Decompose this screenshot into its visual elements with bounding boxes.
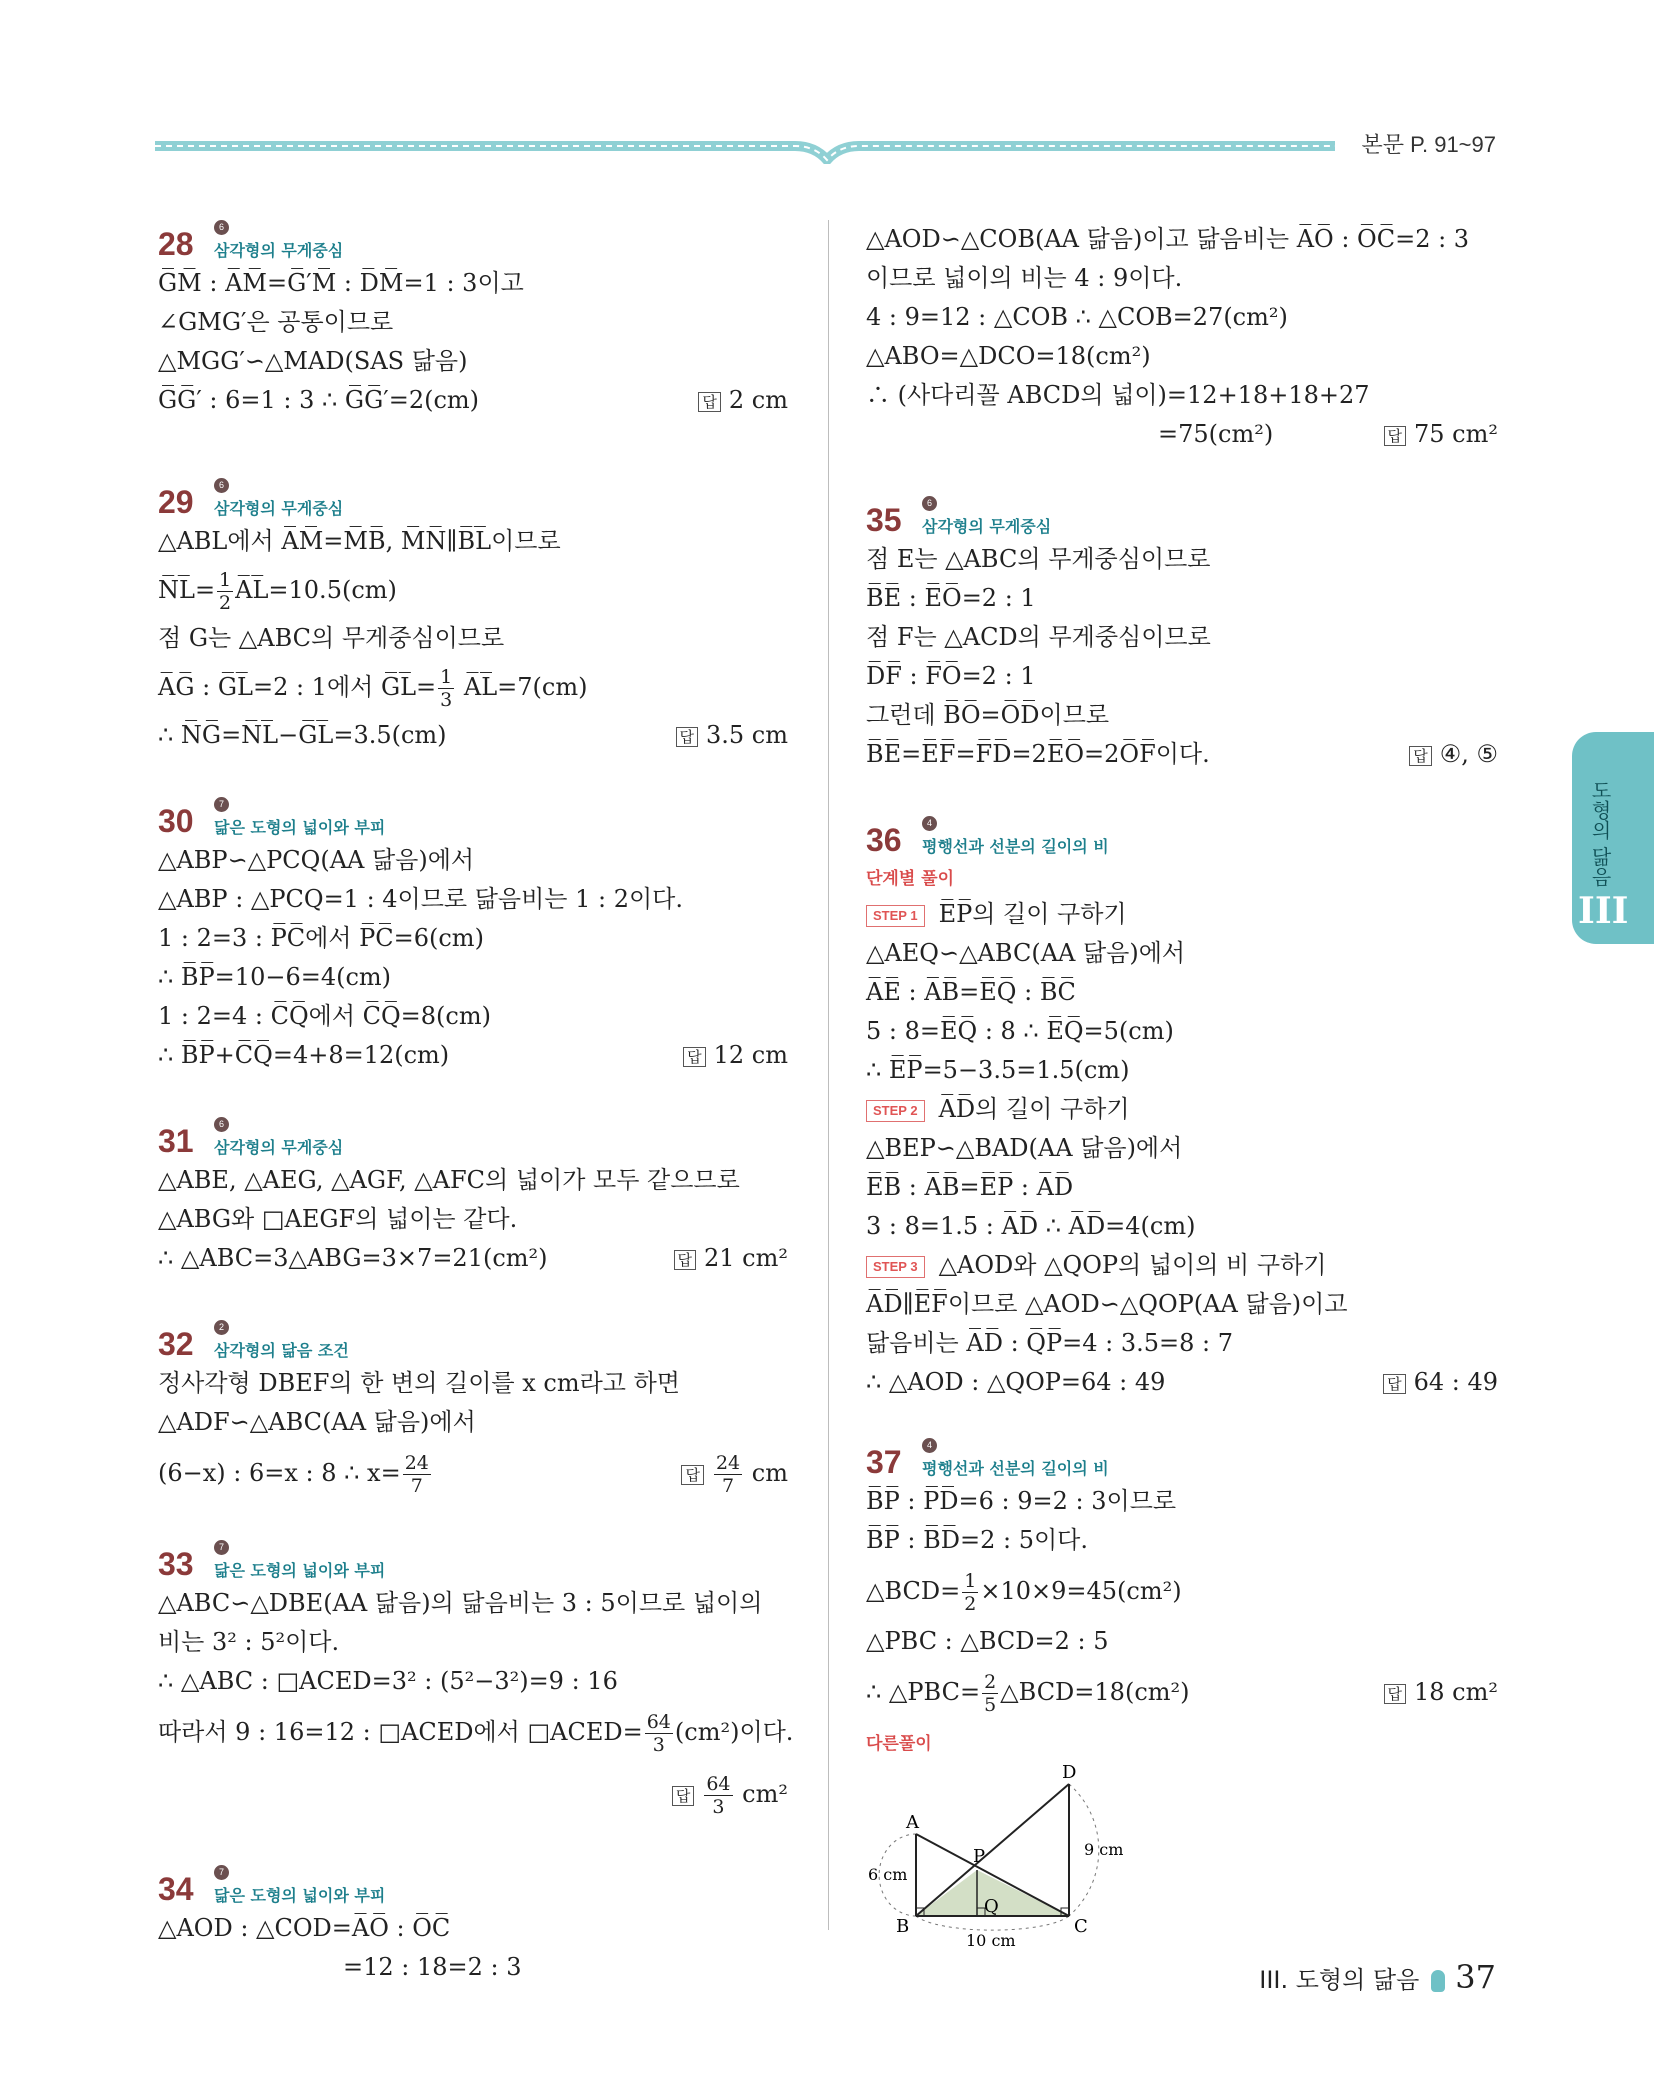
step-heading — [866, 895, 1498, 934]
problem-header — [866, 496, 1498, 540]
fraction — [403, 1452, 431, 1497]
solution-line: △ABO=△DCO=18(cm²) — [866, 342, 1151, 370]
page-footer — [1259, 1958, 1496, 1996]
problem-topic: 평행선과 선분의 길이의 비 — [922, 1459, 1109, 1478]
denominator: 3 — [440, 689, 453, 711]
right-column — [866, 220, 1498, 1962]
problem-topic: 삼각형의 무게중심 — [922, 517, 1052, 536]
solution-line: △PBC : △BCD=2 : 5 — [866, 1627, 1109, 1655]
denominator: 5 — [984, 1694, 997, 1716]
problem-number: 29 — [158, 484, 194, 520]
solution-text: ∴ B̅P̅+C̅Q̅=4+8=12(cm) — [158, 1041, 450, 1069]
solution-text: A̅G̅ : G̅L̅=2 : 1에서 G̅L̅= — [158, 673, 437, 701]
solution-text: A̅L̅=7(cm) — [456, 673, 588, 701]
denominator: 2 — [219, 592, 232, 614]
numerator: 2 — [984, 1671, 997, 1693]
answer-value: 21 cm² — [704, 1244, 788, 1272]
step-title: A̅D̅의 길이 구하기 — [938, 1095, 1130, 1123]
numerator: 24 — [404, 1452, 429, 1474]
solution-text: B̅E̅=E̅F̅=F̅D̅=2E̅O̅=2O̅F̅이다. — [866, 740, 1210, 768]
step-3-badge: STEP 3 — [866, 1256, 925, 1278]
solution-line: △AOD : △COD=A̅O̅ : O̅C̅ — [158, 1914, 451, 1942]
solution-text: ∴ N̅G̅=N̅L̅−G̅L̅=3.5(cm) — [158, 721, 447, 749]
problem-number: 30 — [158, 803, 194, 839]
problem-topic: 삼각형의 무게중심 — [214, 499, 344, 518]
answer-value: ④, ⑤ — [1439, 740, 1498, 768]
solution-line: G̅M̅ : A̅M̅=G̅′M̅ : D̅M̅=1 : 3이고 — [158, 269, 524, 297]
unit-badge: 7 — [214, 797, 229, 812]
problem-header — [158, 1320, 788, 1364]
answer — [698, 381, 788, 420]
chapter-tab-number: III — [1578, 890, 1629, 932]
dimension-arc-bc — [916, 1916, 1069, 1930]
solution-line — [866, 735, 1498, 774]
step-title: E̅P̅의 길이 구하기 — [938, 900, 1127, 928]
solution-line: △ABP : △PCQ=1 : 4이므로 닮음비는 1 : 2이다. — [158, 885, 683, 913]
solution-line: B̅E̅ : E̅O̅=2 : 1 — [866, 584, 1036, 612]
problem-35 — [866, 496, 1498, 774]
label-q: Q — [984, 1896, 999, 1917]
left-column — [158, 220, 794, 1987]
numerator: 64 — [706, 1773, 731, 1795]
page-number: 37 — [1455, 1958, 1496, 1996]
solution-line: 정사각형 DBEF의 한 변의 길이를 x cm라고 하면 — [158, 1369, 680, 1397]
solution-text: ∴ △PBC= — [866, 1678, 981, 1706]
unit-badge: 4 — [922, 1438, 937, 1453]
alt-solution-label: 다른풀이 — [866, 1734, 932, 1754]
problem-topic: 삼각형의 무게중심 — [214, 1138, 344, 1157]
solution-text: N̅L̅= — [158, 576, 216, 604]
unit-badge: 6 — [214, 220, 229, 235]
answer-mark: 답 — [676, 727, 699, 747]
solution-line — [866, 1661, 1498, 1723]
solution-line: △AOD∽△COB(AA 닮음)이고 닮음비는 A̅O̅ : O̅C̅=2 : 3 — [866, 225, 1470, 253]
solution-line — [158, 381, 788, 420]
solution-line: △ABL에서 A̅M̅=M̅B̅, M̅N̅∥B̅L̅이므로 — [158, 527, 561, 555]
step-2-badge: STEP 2 — [866, 1100, 925, 1122]
problem-header — [158, 797, 788, 841]
problem-number: 34 — [158, 1871, 194, 1907]
answer-value: 2 cm — [728, 386, 788, 414]
problem-30 — [158, 797, 788, 1075]
solution-line: A̅E̅ : A̅B̅=E̅Q̅ : B̅C̅ — [866, 978, 1076, 1006]
answer — [683, 1036, 788, 1075]
solution-line: 점 E는 △ABC의 무게중심이므로 — [866, 545, 1211, 573]
label-a: A — [906, 1812, 919, 1833]
answer-mark: 답 — [681, 1465, 704, 1485]
answer — [1384, 415, 1499, 454]
solution-line: 3 : 8=1.5 : A̅D̅ ∴ A̅D̅=4(cm) — [866, 1212, 1196, 1240]
solution-line: 그런데 B̅O̅=O̅D̅이므로 — [866, 701, 1110, 729]
problem-header — [866, 816, 1498, 860]
problem-number: 36 — [866, 822, 902, 858]
solution-line — [866, 1560, 1498, 1622]
solution-text: =75(cm²) — [1158, 420, 1274, 448]
chapter-tab-title: 도형의 닮음 — [1588, 780, 1612, 887]
problem-number: 28 — [158, 226, 194, 262]
label-p: P — [973, 1846, 986, 1867]
problem-number: 37 — [866, 1444, 902, 1480]
answer-value: 18 cm² — [1414, 1678, 1498, 1706]
step-heading — [866, 1246, 1498, 1285]
solution-line: ∠GMG′은 공통이므로 — [158, 308, 394, 336]
denominator: 3 — [652, 1734, 665, 1756]
solution-line: E̅B̅ : A̅B̅=E̅P̅ : A̅D̅ — [866, 1173, 1074, 1201]
answer — [1384, 1661, 1499, 1723]
solution-line: A̅D̅∥E̅F̅이므로 △AOD∽△QOP(AA 닮음)이고 — [866, 1290, 1348, 1318]
numerator: 1 — [219, 569, 232, 591]
alt-solution-line — [866, 1723, 1498, 1762]
solution-line: △ABP∽△PCQ(AA 닮음)에서 — [158, 846, 475, 874]
solution-text: A̅L̅=10.5(cm) — [235, 576, 397, 604]
problem-topic: 삼각형의 닮음 조건 — [214, 1341, 349, 1360]
problem-topic: 닮은 도형의 넓이와 부피 — [214, 818, 386, 837]
header-rule — [155, 134, 1335, 164]
solution-line: 점 G는 △ABC의 무게중심이므로 — [158, 624, 505, 652]
problem-34-continued — [866, 220, 1498, 454]
solution-line: 닮음비는 A̅D̅ : Q̅P̅=4 : 3.5=8 : 7 — [866, 1329, 1233, 1357]
solution-line: △AEQ∽△ABC(AA 닮음)에서 — [866, 939, 1186, 967]
solution-line — [158, 1036, 788, 1075]
column-divider — [828, 220, 829, 1930]
unit-badge: 7 — [214, 1540, 229, 1555]
step-label-line — [866, 860, 1498, 895]
solution-line — [158, 1442, 788, 1504]
unit-badge: 4 — [922, 816, 937, 831]
fraction — [982, 1671, 998, 1716]
solution-text: 따라서 9 : 16=12 : □ACED에서 □ACED= — [158, 1718, 643, 1746]
problem-34 — [158, 1865, 788, 1987]
problem-topic: 삼각형의 무게중심 — [214, 241, 344, 260]
solution-text: ×10×9=45(cm²) — [980, 1577, 1182, 1605]
solution-line — [158, 1239, 788, 1278]
answer-unit: cm² — [742, 1780, 788, 1808]
problem-29 — [158, 478, 788, 755]
answer — [1383, 1363, 1498, 1402]
length-cd: 9 cm — [1084, 1840, 1124, 1859]
solution-line: ∴ △ABC : □ACED=3² : (5²−3²)=9 : 16 — [158, 1667, 618, 1695]
fraction — [438, 666, 454, 711]
fraction — [217, 569, 233, 614]
numerator: 24 — [715, 1452, 741, 1474]
answer-fraction — [714, 1452, 742, 1497]
answer-mark: 답 — [683, 1047, 706, 1067]
step-1-badge: STEP 1 — [866, 905, 925, 927]
problem-number: 35 — [866, 502, 902, 538]
solution-line: 점 F는 △ACD의 무게중심이므로 — [866, 623, 1211, 651]
unit-badge: 2 — [214, 1320, 229, 1335]
solution-line: 이므로 넓이의 비는 4 : 9이다. — [866, 264, 1183, 292]
solution-text: G̅G̅′ : 6=1 : 3 ∴ G̅G̅′=2(cm) — [158, 386, 480, 414]
solution-line: △MGG′∽△MAD(SAS 닮음) — [158, 347, 468, 375]
answer — [672, 1763, 788, 1825]
solution-line — [158, 658, 788, 716]
problem-number: 33 — [158, 1546, 194, 1582]
problem-number: 32 — [158, 1326, 194, 1362]
unit-badge: 6 — [922, 496, 937, 511]
solution-line — [158, 1763, 788, 1825]
answer-mark: 답 — [1383, 1374, 1406, 1394]
solution-line — [158, 561, 788, 619]
solution-text: (cm²)이다. — [674, 1718, 794, 1746]
problem-32 — [158, 1320, 788, 1504]
solution-line — [158, 1701, 794, 1763]
problem-header — [158, 478, 788, 522]
solution-line: 비는 3² : 5²이다. — [158, 1628, 340, 1656]
solution-line: 1 : 2=3 : P̅C̅에서 P̅C̅=6(cm) — [158, 924, 484, 952]
unit-badge: 6 — [214, 478, 229, 493]
denominator: 7 — [410, 1475, 423, 1497]
answer-value: 75 cm² — [1414, 420, 1498, 448]
answer-mark: 답 — [1384, 426, 1407, 446]
step-by-step-label: 단계별 풀이 — [866, 869, 955, 889]
solution-line: ∴ (사다리꼴 ABCD의 넓이)=12+18+18+27 — [866, 381, 1370, 409]
problem-header — [158, 1117, 788, 1161]
solution-line: △ABE, △AEG, △AGF, △AFC의 넓이가 모두 같으므로 — [158, 1166, 740, 1194]
fraction — [645, 1711, 673, 1756]
solution-text: ∴ △ABC=3△ABG=3×7=21(cm²) — [158, 1244, 548, 1272]
solution-line: B̅P̅ : B̅D̅=2 : 5이다. — [866, 1526, 1088, 1554]
problem-33 — [158, 1540, 794, 1825]
answer-mark: 답 — [1409, 746, 1432, 766]
answer-value: 12 cm — [713, 1041, 788, 1069]
answer-mark: 답 — [698, 392, 721, 412]
problem-topic: 평행선과 선분의 길이의 비 — [922, 837, 1109, 856]
problem-31 — [158, 1117, 788, 1278]
problem-topic: 닮은 도형의 넓이와 부피 — [214, 1561, 386, 1580]
solution-text: (6−x) : 6=x : 8 ∴ x= — [158, 1459, 401, 1487]
problem-header — [866, 1438, 1498, 1482]
trapezoid-figure — [866, 1762, 1146, 1962]
solution-line — [158, 716, 788, 755]
answer — [1409, 735, 1498, 774]
solution-line: △ABG와 □AEGF의 넓이는 같다. — [158, 1205, 518, 1233]
denominator: 7 — [722, 1475, 735, 1497]
problem-header — [158, 220, 788, 264]
denominator: 3 — [712, 1796, 725, 1818]
answer-fraction — [704, 1773, 732, 1818]
solution-line: 4 : 9=12 : △COB ∴ △COB=27(cm²) — [866, 303, 1288, 331]
unit-badge: 7 — [214, 1865, 229, 1880]
solution-line: 1 : 2=4 : C̅Q̅에서 C̅Q̅=8(cm) — [158, 1002, 491, 1030]
solution-line: ∴ B̅P̅=10−6=4(cm) — [158, 963, 392, 991]
problem-topic: 닮은 도형의 넓이와 부피 — [214, 1886, 386, 1905]
denominator: 2 — [964, 1593, 977, 1615]
page-reference: 본문 P. 91~97 — [1361, 132, 1496, 157]
solution-line — [866, 415, 1498, 454]
step-title: △AOD와 △QOP의 넓이의 비 구하기 — [938, 1251, 1327, 1279]
solution-line — [866, 1363, 1498, 1402]
answer — [681, 1442, 788, 1504]
answer — [674, 1239, 789, 1278]
solution-line: =12 : 18=2 : 3 — [343, 1953, 522, 1981]
answer — [676, 716, 789, 755]
numerator: 1 — [440, 666, 453, 688]
length-ab: 6 cm — [868, 1865, 908, 1884]
answer-mark: 답 — [1384, 1684, 1407, 1704]
label-b: B — [896, 1916, 910, 1937]
solution-line: △ADF∽△ABC(AA 닮음)에서 — [158, 1408, 476, 1436]
answer-value: 64 : 49 — [1413, 1368, 1498, 1396]
label-c: C — [1074, 1916, 1088, 1937]
solution-line: D̅F̅ : F̅O̅=2 : 1 — [866, 662, 1036, 690]
solution-text: △BCD=18(cm²) — [1000, 1678, 1190, 1706]
answer-mark: 답 — [672, 1786, 695, 1806]
answer-value: 3.5 cm — [706, 721, 788, 749]
problem-number: 31 — [158, 1123, 194, 1159]
bulb-icon — [1431, 1970, 1445, 1992]
problem-header — [158, 1540, 788, 1584]
fraction — [962, 1570, 978, 1615]
solution-line: 5 : 8=E̅Q̅ : 8 ∴ E̅Q̅=5(cm) — [866, 1017, 1174, 1045]
solution-line: B̅P̅ : P̅D̅=6 : 9=2 : 3이므로 — [866, 1487, 1177, 1515]
length-bc: 10 cm — [966, 1931, 1016, 1950]
solution-text: △BCD= — [866, 1577, 961, 1605]
label-d: D — [1062, 1762, 1077, 1783]
numerator: 1 — [964, 1570, 977, 1592]
step-heading — [866, 1090, 1498, 1129]
solution-text: ∴ △AOD : △QOP=64 : 49 — [866, 1368, 1166, 1396]
answer-mark: 답 — [674, 1250, 697, 1270]
solution-line: △BEP∽△BAD(AA 닮음)에서 — [866, 1134, 1183, 1162]
problem-header — [158, 1865, 788, 1909]
problem-37 — [866, 1438, 1498, 1962]
solution-line: ∴ E̅P̅=5−3.5=1.5(cm) — [866, 1056, 1130, 1084]
unit-badge: 6 — [214, 1117, 229, 1132]
solution-line: △ABC∽△DBE(AA 닮음)의 닮음비는 3 : 5이므로 넓이의 — [158, 1589, 763, 1617]
problem-36 — [866, 816, 1498, 1402]
answer-unit: cm — [751, 1459, 788, 1487]
problem-28 — [158, 220, 788, 420]
numerator: 64 — [646, 1711, 671, 1733]
footer-chapter: III. 도형의 닮음 — [1259, 1966, 1420, 1994]
